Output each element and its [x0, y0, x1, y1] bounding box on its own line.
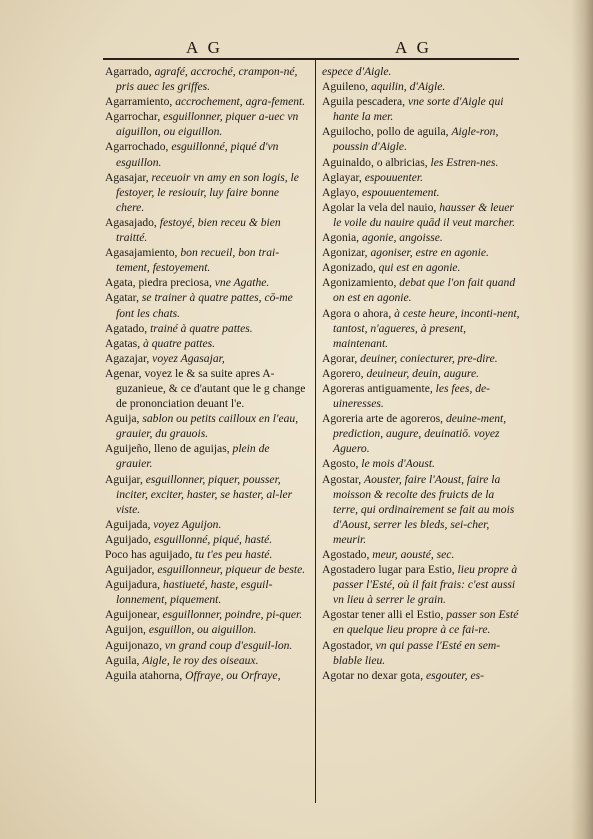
dictionary-entry	[105, 290, 307, 320]
entry-headword: Agostar tener alli el Estio,	[322, 608, 447, 622]
entry-definition: bon recueil, bon trai-tement, festoyement.	[116, 246, 280, 275]
dictionary-entry	[322, 260, 522, 275]
entry-definition: à ceste heure, inconti-nent, tantost, n'agueres, à present, maintenant.	[333, 306, 520, 350]
entry-headword: Agonizamiento,	[322, 276, 400, 290]
entry-definition: hastiueté, haste, esguil-lonnement, piquement.	[116, 578, 273, 607]
dictionary-entry	[322, 275, 522, 305]
dictionary-entry	[322, 245, 522, 260]
entry-definition: Aouster, faire l'Aoust, faire la moisson & recolte des fruicts de la terre, qui ordinairement se fait au mois d'Aoust, serrer les bleds, sei-cher, meurir.	[333, 472, 515, 546]
entry-headword: Aguijon,	[105, 623, 149, 637]
dictionary-entry	[322, 381, 522, 411]
entry-headword: Agasajado,	[105, 215, 160, 229]
entry-definition: aquilin, d'Aigle.	[370, 80, 446, 94]
dictionary-entry	[322, 94, 522, 124]
entry-definition: deuine-ment, prediction, augure, deuinatiō. voyez Aguero.	[333, 412, 507, 456]
dictionary-entry	[322, 562, 522, 607]
dictionary-entry	[105, 139, 307, 169]
entry-definition: espouuenter.	[364, 170, 423, 184]
column-divider	[315, 58, 316, 803]
entry-headword: Aguijeño, lleno de aguijas,	[105, 442, 233, 456]
entry-headword: Agostar,	[322, 472, 365, 486]
entry-definition: agoniser, estre en agonie.	[370, 246, 489, 260]
entry-definition: agonie, angoisse.	[361, 231, 443, 245]
entry-headword: Agorar,	[322, 351, 361, 365]
entry-headword: Aguijada,	[105, 517, 154, 531]
dictionary-entry	[322, 64, 522, 79]
entry-definition: tu t'es peu hasté.	[195, 548, 273, 561]
dictionary-entry	[322, 366, 522, 381]
dictionary-entry	[105, 245, 307, 275]
entry-definition: trainé à quatre pattes.	[150, 321, 253, 335]
entry-headword: Aguijonear,	[105, 608, 163, 622]
dictionary-entry	[322, 638, 522, 668]
entry-definition: espouuentement.	[361, 185, 440, 199]
entry-headword: Aguijar,	[105, 472, 146, 486]
dictionary-entry	[322, 411, 522, 456]
dictionary-entry	[105, 366, 307, 411]
entry-definition: vn grand coup d'esguil-lon.	[164, 638, 293, 652]
entry-headword: Agonizado,	[322, 261, 379, 275]
dictionary-entry	[105, 577, 307, 607]
entry-definition: esguillonner, piquer a-uec vn aiguillon, ou eiguillon.	[116, 110, 299, 139]
entry-headword: Aguila pescadera,	[322, 95, 408, 109]
entry-definition: esguillon, ou aiguillon.	[148, 623, 257, 637]
dictionary-entry	[105, 562, 307, 577]
dictionary-entry	[105, 607, 307, 622]
entry-headword: Agostadero lugar para Estio,	[322, 563, 458, 577]
entry-definition: deuineur, deuin, augure.	[366, 366, 480, 380]
left-column	[105, 64, 307, 683]
dictionary-entry	[105, 653, 307, 668]
dictionary-entry	[105, 336, 307, 351]
entry-definition: deuiner, coniecturer, pre-dire.	[360, 351, 498, 365]
entry-headword: Agostador,	[322, 638, 376, 652]
entry-definition: sablon ou petits cailloux en l'eau, grauier, du grauois.	[116, 412, 299, 441]
entry-headword: Aglayar,	[322, 170, 365, 184]
dictionary-entry	[105, 321, 307, 336]
entry-headword: Agonizar,	[322, 246, 371, 260]
entry-headword: Agatado,	[105, 321, 151, 335]
dictionary-entry	[322, 351, 522, 366]
entry-headword: Agolar la vela del nauio,	[322, 200, 440, 214]
entry-headword: Aglayo,	[322, 185, 362, 199]
entry-definition: vne sorte d'Aigle qui hante la mer.	[333, 95, 504, 124]
dictionary-entry	[105, 517, 307, 532]
entry-headword: Agasajar,	[105, 170, 152, 184]
dictionary-entry	[105, 94, 307, 109]
entry-definition: esguillonneur, piqueur de beste.	[157, 563, 306, 577]
entry-definition: qui est en agonie.	[378, 261, 461, 275]
dictionary-entry	[105, 472, 307, 517]
entry-headword: Agarrado,	[105, 65, 155, 78]
entry-definition: esguillonné, piqué d'vn esguillon.	[116, 140, 279, 169]
entry-definition: esguillonné, piqué, hasté.	[153, 532, 273, 546]
entry-headword: Poco has aguijado,	[105, 548, 196, 561]
entry-definition: vn qui passe l'Esté en sem-blable lieu.	[333, 638, 501, 667]
entry-definition: accrochement, agra-fement.	[175, 95, 306, 109]
dictionary-entry	[322, 456, 522, 471]
entry-headword: Agora o ahora,	[322, 306, 395, 320]
entry-definition: debat que l'on fait quand on est en agonie.	[333, 276, 516, 305]
entry-headword: Agoreras antiguamente,	[322, 381, 436, 395]
entry-definition: festoyé, bien receu & bien traitté.	[116, 215, 281, 245]
entry-headword: Agosto,	[322, 457, 362, 471]
dictionary-entry	[322, 124, 522, 154]
dictionary-entry	[105, 109, 307, 139]
entry-headword: Aguijador,	[105, 563, 158, 577]
dictionary-entry	[105, 351, 307, 366]
entry-headword: Agazajar,	[105, 351, 153, 365]
entry-headword: Agoreria arte de agoreros,	[322, 412, 446, 426]
entry-definition: les Estren-nes.	[430, 155, 499, 169]
entry-headword: Agarramiento,	[105, 95, 176, 109]
entry-headword: Aguinaldo, o albricias,	[322, 155, 431, 169]
dictionary-entry	[105, 547, 307, 562]
entry-definition: Aigle, le roy des oiseaux.	[142, 653, 259, 667]
entry-headword: Agata, piedra preciosa,	[105, 276, 215, 290]
dictionary-entry	[322, 185, 522, 200]
entry-definition: agrafé, accroché, crampon-né, pris auec les griffes.	[116, 65, 298, 94]
dictionary-entry	[105, 441, 307, 471]
page-header	[103, 38, 523, 60]
dictionary-entry	[322, 607, 522, 637]
dictionary-entry	[105, 275, 307, 290]
entry-headword: Agarrochado,	[105, 140, 172, 154]
entry-definition: se trainer à quatre pattes, cō-me font les chats.	[116, 291, 293, 320]
dictionary-entry	[105, 622, 307, 637]
dictionary-entry	[322, 155, 522, 170]
entry-definition: lieu propre à passer l'Esté, où il fait frais: c'est aussi vn lieu à serrer le grain.	[333, 563, 518, 607]
dictionary-entry	[322, 200, 522, 230]
entry-definition: hausser & leuer le voile du nauire quād il veut marcher.	[333, 200, 516, 229]
dictionary-entry	[322, 472, 522, 547]
entry-headword: Aguija,	[105, 412, 143, 426]
entry-headword: Agotar no dexar gota,	[322, 668, 426, 682]
dictionary-entry	[322, 306, 522, 351]
entry-headword: Agatar,	[105, 291, 142, 305]
entry-definition: vne Agathe.	[214, 276, 270, 290]
dictionary-entry	[105, 638, 307, 653]
entry-definition: esguillonner, poindre, pi-quer.	[162, 608, 303, 622]
dictionary-entry	[105, 411, 307, 441]
header-right: A G	[395, 38, 432, 57]
entry-headword: Aguila atahorna,	[105, 668, 186, 682]
entry-headword: Aguila,	[105, 653, 143, 667]
entry-headword: Agatas,	[105, 336, 143, 350]
dictionary-entry	[105, 215, 307, 245]
entry-headword: Aguijonazo,	[105, 638, 165, 652]
entry-definition: meur, aousté, sec.	[372, 548, 455, 561]
entry-definition: receuoir vn amy en son logis, le festoyer, le resiouir, luy faire bonne chere.	[116, 170, 299, 214]
entry-headword: Aguilocho, pollo de aguila,	[322, 125, 452, 139]
entry-headword: Agasajamiento,	[105, 246, 181, 260]
header-rule	[103, 58, 519, 60]
dictionary-entry	[322, 230, 522, 245]
page-edge-shadow	[571, 0, 593, 839]
entry-definition: passer son Esté en quelque lieu propre à ce fai-re.	[333, 608, 519, 637]
header-left: A G	[186, 38, 223, 57]
entry-definition: Offraye, ou Orfraye,	[185, 668, 281, 682]
entry-definition: voyez Aguijon.	[153, 517, 222, 531]
dictionary-entry	[322, 668, 522, 683]
entry-definition: les fees, de-uineresses.	[333, 381, 491, 411]
dictionary-entry	[105, 170, 307, 215]
entry-headword: Aguileno,	[322, 80, 371, 94]
dictionary-entry	[322, 547, 522, 562]
entry-definition: espece d'Aigle.	[322, 65, 392, 78]
entry-headword: Agonia,	[322, 231, 362, 245]
entry-definition: à quatre pattes.	[143, 336, 216, 350]
entry-headword: Agenar, voyez le & sa suite apres A-guzanieue, & ce d'autant que le g change de prononciation deuant l'e.	[105, 366, 306, 411]
dictionary-entry	[322, 170, 522, 185]
entry-headword: Agorero,	[322, 366, 367, 380]
dictionary-entry	[105, 668, 307, 683]
dictionary-entry	[322, 79, 522, 94]
entry-definition: plein de grauier.	[116, 442, 270, 471]
entry-definition: esguillonner, piquer, pousser, inciter, exciter, haster, se haster, al-ler viste.	[116, 472, 293, 516]
entry-headword: Aguijado,	[105, 532, 154, 546]
right-column	[322, 64, 522, 683]
entry-definition: Aigle-ron, poussin d'Aigle.	[333, 125, 499, 154]
entry-definition: le mois d'Aoust.	[361, 457, 435, 471]
entry-headword: Agarrochar,	[105, 110, 164, 124]
entry-headword: Agostado,	[322, 548, 373, 561]
entry-definition: voyez Agasajar,	[152, 351, 225, 365]
entry-headword: Aguijadura,	[105, 578, 163, 592]
dictionary-entry	[105, 532, 307, 547]
entry-definition: esgouter, es-	[426, 668, 484, 682]
dictionary-entry	[105, 64, 307, 94]
